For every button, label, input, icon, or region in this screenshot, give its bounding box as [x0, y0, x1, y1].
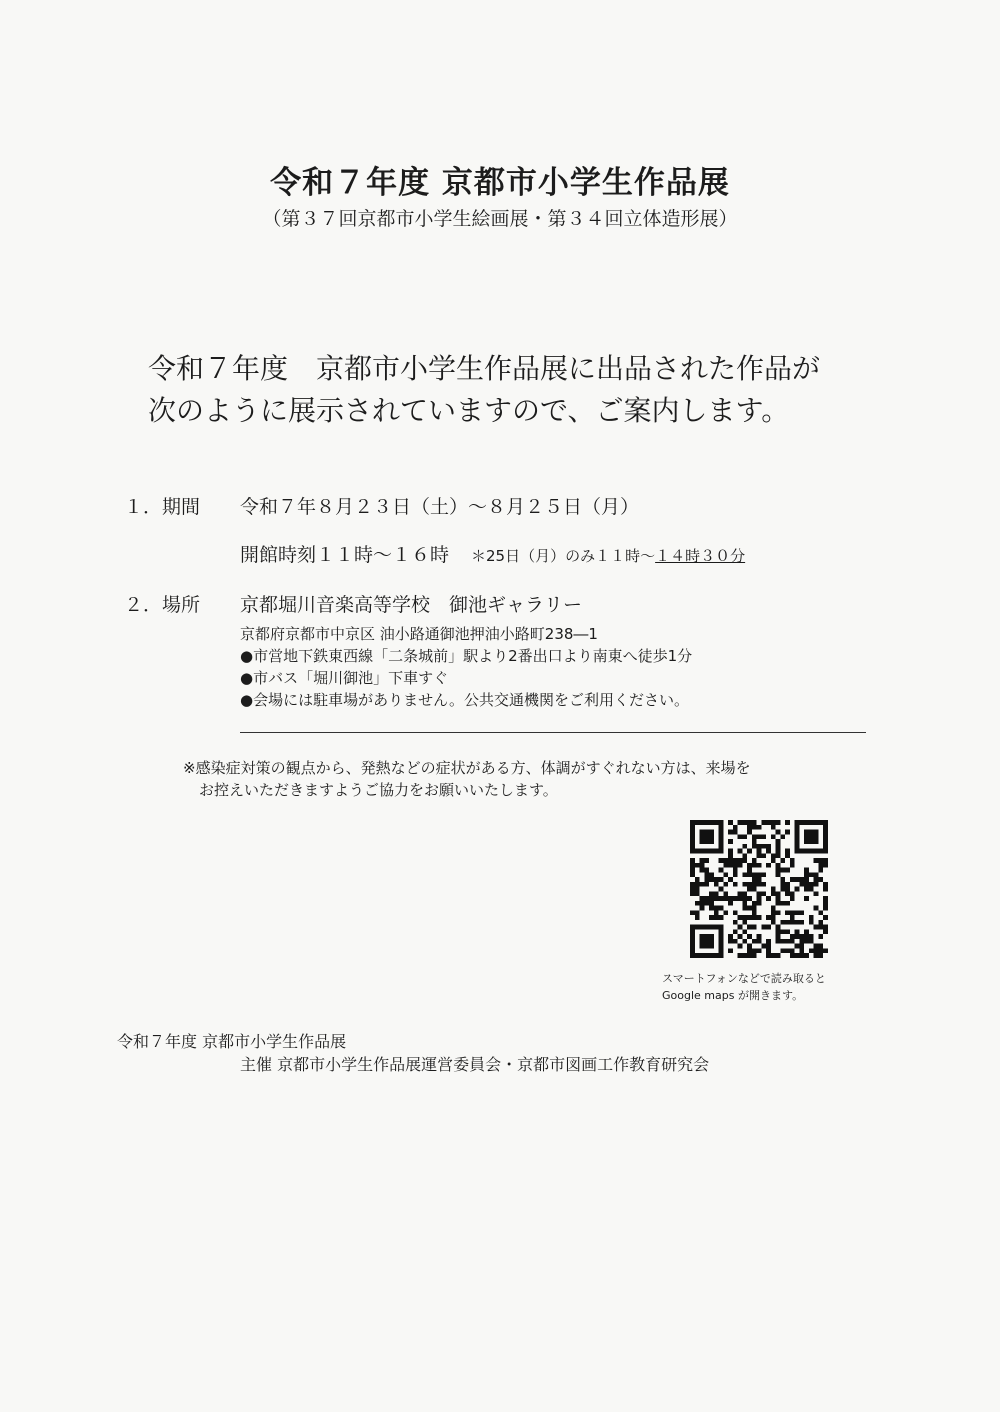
period-dates: 令和７年８月２３日（土）～８月２５日（月） [240, 496, 640, 518]
venue-address: 京都府京都市中京区 油小路通御池押油小路町238―1 [240, 625, 598, 643]
divider [240, 732, 866, 733]
venue-address-block [240, 623, 692, 711]
hours-note-end: １４時３０分 [655, 547, 746, 565]
access-subway: ●市営地下鉄東西線「二条城前」駅より2番出口より南東へ徒歩1分 [240, 647, 693, 665]
intro-line-1: 令和７年度 京都市小学生作品展に出品された作品が [148, 352, 821, 385]
map-qr-code[interactable] [690, 820, 828, 958]
qr-caption [662, 970, 826, 1004]
infection-notice [183, 757, 751, 801]
place-label: ２．場所 [124, 594, 201, 616]
intro-line-2: 次のように展示されていますので、ご案内します。 [148, 394, 790, 427]
footer-organizer: 主催 京都市小学生作品展運営委員会・京都市図画工作教育研究会 [240, 1055, 710, 1074]
opening-hours-row [240, 540, 745, 567]
intro-paragraph [148, 348, 820, 432]
venue-name: 京都堀川音楽高等学校 御池ギャラリー [240, 594, 583, 616]
access-parking: ●会場には駐車場がありません。公共交通機関をご利用ください。 [240, 691, 689, 709]
period-label: １．期間 [124, 496, 201, 518]
access-bus: ●市バス「堀川御池」下車すぐ [240, 669, 449, 687]
document-subtitle: （第３７回京都市小学生絵画展・第３４回立体造形展） [262, 208, 738, 230]
notice-line-2: お控えいただきますようご協力をお願いいたします。 [199, 781, 558, 799]
qr-caption-line-1: スマートフォンなどで読み取ると [662, 972, 826, 985]
footer-event-name: 令和７年度 京都市小学生作品展 [117, 1032, 347, 1051]
qr-caption-line-2: Google maps が開きます。 [662, 989, 804, 1002]
hours-note-prefix: ＊25日（月）のみ１１時～ [471, 547, 656, 565]
opening-hours: 開館時刻１１時～１６時 [240, 544, 450, 566]
document-title: 令和７年度 京都市小学生作品展 [270, 165, 730, 201]
notice-line-1: ※感染症対策の観点から、発熱などの症状がある方、体調がすぐれない方は、来場を [183, 759, 751, 777]
hours-note [471, 547, 745, 565]
